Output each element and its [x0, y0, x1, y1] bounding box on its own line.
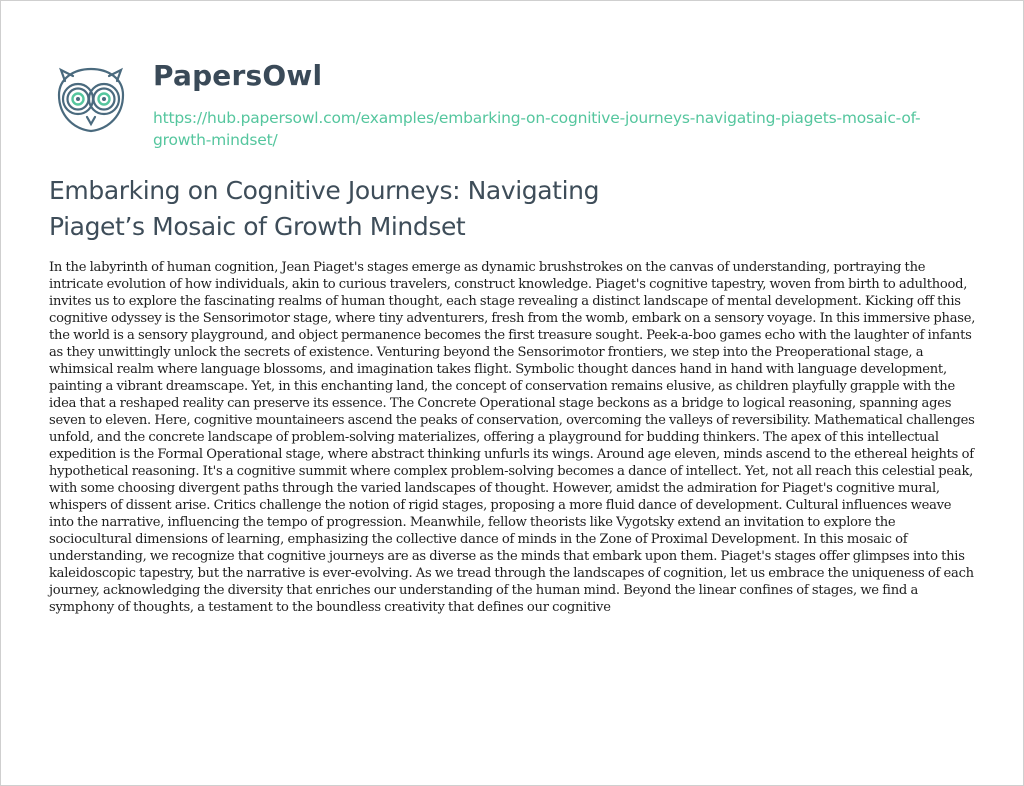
article-title	[49, 173, 749, 245]
brand-name: PapersOwl	[153, 59, 323, 92]
owl-logo-icon	[51, 61, 131, 141]
article-title-line-1: Embarking on Cognitive Journeys: Navigating	[49, 176, 600, 205]
article-title-line-2: Piaget’s Mosaic of Growth Mindset	[49, 212, 466, 241]
source-url-link[interactable]: https://hub.papersowl.com/examples/embarking-on-cognitive-journeys-navigating-piagets-mosaic-of-growth-mindset/	[153, 109, 921, 149]
article-body-text: In the labyrinth of human cognition, Jean Piaget's stages emerge as dynamic brushstrokes on the canvas of understanding, portraying the intricate evolution of how individuals, akin to curious travelers, construct knowledge. Piaget's cognitive tapestry, woven from birth to adulthood, invites us to explore the fascinating realms of human thought, each stage revealing a distinct landscape of mental development. Kicking off this cognitive odyssey is the Sensorimotor stage, where tiny adventurers, fresh from the womb, embark on a sensory voyage. In this immersive phase, the world is a sensory playground, and object permanence becomes the first treasure sought. Peek-a-boo games echo with the laughter of infants as they unwittingly unlock the secrets of existence. Venturing beyond the Sensorimotor frontiers, we step into the Preoperational stage, a whimsical realm where language blossoms, and imagination takes flight. Symbolic thought dances hand in hand with language development, painting a vibrant dreamscape. Yet, in this enchanting land, the concept of conservation remains elusive, as children playfully grapple with the idea that a reshaped reality can preserve its essence. The Concrete Operational stage beckons as a bridge to logical reasoning, spanning ages seven to eleven. Here, cognitive mountaineers ascend the peaks of conservation, overcoming the valleys of reversibility. Mathematical challenges unfold, and the concrete landscape of problem-solving materializes, offering a playground for budding thinkers. The apex of this intellectual expedition is the Formal Operational stage, where abstract thinking unfurls its wings. Around age eleven, minds ascend to the ethereal heights of hypothetical reasoning. It's a cognitive summit where complex problem-solving becomes a dance of intellect. Yet, not all reach this celestial peak, with some choosing divergent paths through the varied landscapes of thought. However, amidst the admiration for Piaget's cognitive mural, whispers of dissent arise. Critics challenge the notion of rigid stages, proposing a more fluid dance of development. Cultural influences weave into the narrative, influencing the tempo of progression. Meanwhile, fellow theorists like Vygotsky extend an invitation to explore the sociocultural dimensions of learning, emphasizing the collective dance of minds in the Zone of Proximal Development. In this mosaic of understanding, we recognize that cognitive journeys are as diverse as the minds that embark upon them. Piaget's stages offer glimpses into this kaleidoscopic tapestry, but the narrative is ever-evolving. As we tread through the landscapes of cognition, let us embrace the uniqueness of each journey, acknowledging the diversity that enriches our understanding of the human mind. Beyond the linear confines of stages, we find a symphony of thoughts, a testament to the boundless creativity that defines our cognitive	[49, 260, 976, 615]
